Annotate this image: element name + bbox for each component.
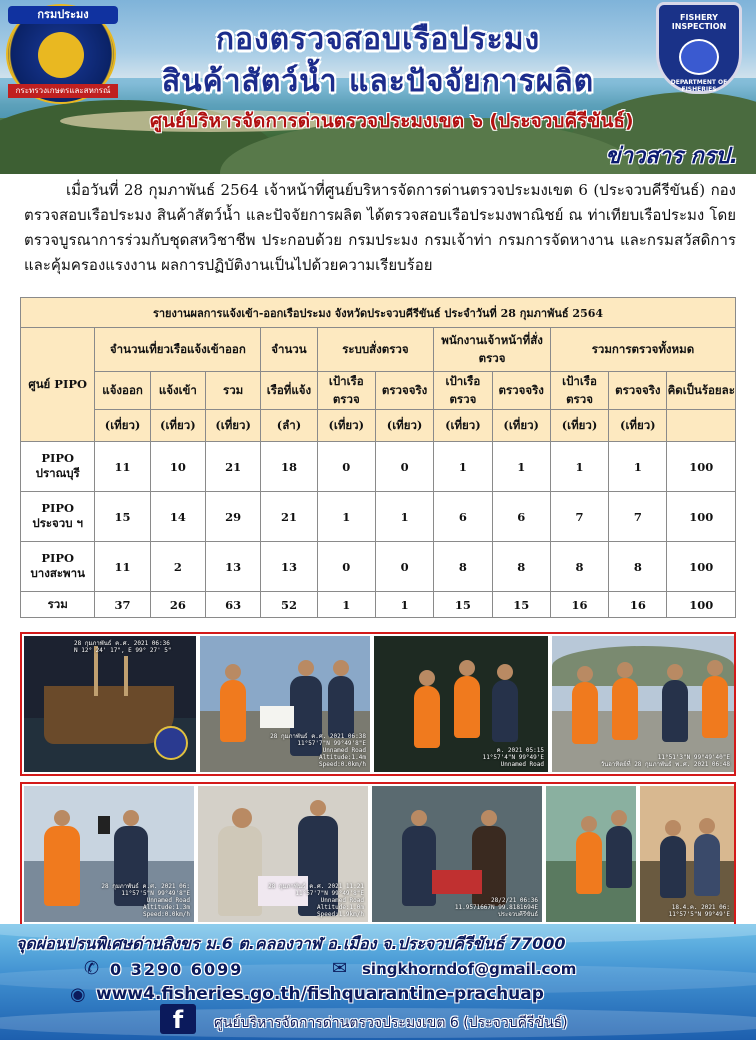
unit-trip: (เที่ยว) (95, 410, 150, 442)
photo-crew-check-1 (24, 786, 194, 922)
cell-sys-actual: 1 (375, 492, 433, 542)
banner-subtitle: ศูนย์บริหารจัดการด่านตรวจประมงเขต ๖ (ประจวบคีรีขันธ์) (150, 110, 634, 132)
photo-inspection-night (374, 636, 548, 772)
photo-inspection-dock (552, 636, 734, 772)
badge-bottom-text: DEPARTMENT OF FISHERIES (670, 79, 728, 93)
cell-percent: 100 (667, 442, 736, 492)
email-icon: ✉ (332, 958, 348, 979)
cell-staff-actual: 8 (492, 542, 550, 592)
photo-timestamp: 28 กุมภาพันธ์ ค.ศ. 2021 06:38 11°57'7"N 99°49'8"E Unnamed Road Altitude:1.4m Speed:0.0km/h (270, 733, 366, 768)
header-trips-group: จำนวนเที่ยวเรือแจ้งเข้าออก (95, 328, 261, 372)
banner-title-line2: สินค้าสัตว์น้ำ และปัจจัยการผลิต (161, 64, 595, 99)
unit-boat: (ลำ) (261, 410, 317, 442)
header-tot-target: เป้าเรือตรวจ (550, 372, 608, 410)
cell-percent: 100 (667, 542, 736, 592)
cell-staff-actual: 6 (492, 492, 550, 542)
header-total-group: รวมการตรวจทั้งหมด (550, 328, 735, 372)
footer-facebook-page[interactable]: ศูนย์บริหารจัดการด่านตรวจประมงเขต 6 (ประจวบคีรีขันธ์) (214, 1015, 568, 1031)
total-boats: 52 (261, 592, 317, 618)
photo-timestamp: ค. 2021 05:15 11°57'4"N 99°49'E Unnamed Road (482, 747, 544, 768)
footer-phone: 0 3290 6099 (110, 960, 244, 979)
header-boats: เรือที่แจ้ง (261, 372, 317, 410)
center-name1: PIPO (41, 500, 75, 515)
photo-boat-night (24, 636, 196, 772)
total-label: รวม (21, 592, 95, 618)
cell-tot-actual: 1 (609, 442, 667, 492)
footer-website[interactable]: www4.fisheries.go.th/fishquarantine-prachuap (96, 984, 544, 1004)
cell-tot-actual: 8 (609, 542, 667, 592)
unit-trip: (เที่ยว) (150, 410, 205, 442)
photo-timestamp: 28/2/21 06:36 11.9571667N 99.8181694E ประจวบคีรีขันธ์ (454, 897, 538, 918)
unit-trip: (เที่ยว) (317, 410, 375, 442)
center-name-cell (21, 442, 95, 492)
cell-tot-target: 8 (550, 542, 608, 592)
cell-out: 15 (95, 492, 150, 542)
photo-crew-check-4 (546, 786, 636, 922)
table-unit-row (21, 410, 736, 442)
table-total-row (21, 592, 736, 618)
unit-blank (667, 410, 736, 442)
total-staff-target: 15 (434, 592, 492, 618)
unit-trip: (เที่ยว) (434, 410, 492, 442)
center-name-cell (21, 542, 95, 592)
photo-strip-top (20, 632, 736, 776)
cell-out: 11 (95, 542, 150, 592)
facebook-icon: f (160, 1004, 196, 1034)
header-in: แจ้งเข้า (150, 372, 205, 410)
cell-sys-actual: 0 (375, 542, 433, 592)
total-tot-actual: 16 (609, 592, 667, 618)
total-sys-target: 1 (317, 592, 375, 618)
header-staff-actual: ตรวจจริง (492, 372, 550, 410)
photo-timestamp: 18.4.ค. 2021 06: 11°57'5"N 99°49'E (668, 904, 730, 918)
cell-sys-target: 0 (317, 542, 375, 592)
cell-sys-target: 1 (317, 492, 375, 542)
total-staff-actual: 15 (492, 592, 550, 618)
total-tot-target: 16 (550, 592, 608, 618)
photo-timestamp: 28 กุมภาพันธ์ ค.ศ. 2021 06: 11°57'5"N 99°49'8"E Unnamed Road Altitude:1.3m Speed:0.0km/h (101, 883, 190, 918)
photo-timestamp: 28 กุมภาพันธ์ ค.ศ. 2021 06:36 N 12° 24' 17", E 99° 27' 5" (74, 640, 172, 654)
table-caption-row (21, 298, 736, 328)
cell-boats: 21 (261, 492, 317, 542)
center-name2: ปราณบุรี (35, 465, 80, 480)
header-staff-group: พนักงานเจ้าหน้าที่สั่งตรวจ (434, 328, 551, 372)
cell-in: 2 (150, 542, 205, 592)
photo-timestamp: 11°51'3"N 99°49'40"E วันอาทิตย์ที่ 28 กุมภาพันธ์ พ.ศ. 2021 06:48 (600, 754, 730, 768)
unit-trip: (เที่ยว) (492, 410, 550, 442)
phone-icon: ✆ (84, 958, 100, 979)
cell-boats: 18 (261, 442, 317, 492)
total-sum: 63 (206, 592, 261, 618)
photo-timestamp: 28 กุมภาพันธ์ ค.ศ. 2021 11:21 11°57'7"N 99°49'8"E Unnamed Road Altitude:1.0m Speed:1.9km/h (268, 883, 364, 918)
table-row (21, 442, 736, 492)
center-name-cell (21, 492, 95, 542)
header-center: ศูนย์ PIPO (21, 328, 95, 442)
logo-left-bottom-text: กระทรวงเกษตรและสหกรณ์ (8, 84, 118, 98)
cell-sum: 21 (206, 442, 261, 492)
badge-top-text: FISHERY INSPECTION (671, 13, 727, 31)
cell-sys-actual: 0 (375, 442, 433, 492)
total-in: 26 (150, 592, 205, 618)
table-row (21, 542, 736, 592)
cell-in: 10 (150, 442, 205, 492)
photo-strip-bottom (20, 782, 736, 926)
table-caption: รายงานผลการแจ้งเข้า-ออกเรือประมง จังหวัดประจวบคีรีขันธ์ ประจำวันที่ 28 กุมภาพันธ์ 2564 (21, 298, 736, 328)
header-tot-actual: ตรวจจริง (609, 372, 667, 410)
globe-icon: ◉ (70, 984, 86, 1005)
cell-sum: 13 (206, 542, 261, 592)
photo-crew-check-5 (640, 786, 734, 922)
header-sum: รวม (206, 372, 261, 410)
cell-staff-target: 8 (434, 542, 492, 592)
cell-sum: 29 (206, 492, 261, 542)
logo-left-top-text: กรมประมง (8, 6, 118, 24)
report-table (20, 297, 736, 618)
watermark-logo-icon (154, 726, 188, 760)
header-percent: คิดเป็นร้อยละ (667, 372, 736, 410)
cell-sys-target: 0 (317, 442, 375, 492)
table-row (21, 492, 736, 542)
footer-email[interactable]: singkhorndof@gmail.com (362, 960, 577, 978)
cell-staff-target: 1 (434, 442, 492, 492)
center-name2: ประจวบ ฯ (32, 515, 84, 530)
center-name2: บางสะพาน (30, 565, 85, 580)
table-subheader-row (21, 372, 736, 410)
header-sys-actual: ตรวจจริง (375, 372, 433, 410)
header-out: แจ้งออก (95, 372, 150, 410)
cell-boats: 13 (261, 542, 317, 592)
header-banner (0, 0, 756, 174)
total-percent: 100 (667, 592, 736, 618)
cell-tot-target: 1 (550, 442, 608, 492)
cell-tot-target: 7 (550, 492, 608, 542)
unit-trip: (เที่ยว) (206, 410, 261, 442)
banner-title-line1: กองตรวจสอบเรือประมง (215, 22, 541, 57)
cell-out: 11 (95, 442, 150, 492)
total-out: 37 (95, 592, 150, 618)
header-count-group: จำนวน (261, 328, 317, 372)
center-name1: PIPO (41, 550, 75, 565)
photo-inspection-1 (200, 636, 370, 772)
photo-crew-check-3 (372, 786, 542, 922)
photo-crew-check-2 (198, 786, 368, 922)
total-sys-actual: 1 (375, 592, 433, 618)
unit-trip: (เที่ยว) (550, 410, 608, 442)
center-name1: PIPO (41, 450, 75, 465)
cell-in: 14 (150, 492, 205, 542)
cell-staff-target: 6 (434, 492, 492, 542)
unit-trip: (เที่ยว) (375, 410, 433, 442)
table-header-row (21, 328, 736, 372)
cell-tot-actual: 7 (609, 492, 667, 542)
header-sys-target: เป้าเรือตรวจ (317, 372, 375, 410)
footer-address: จุดผ่อนปรนพิเศษด่านสิงขร ม.6 ต.คลองวาฬ อ.เมือง จ.ประจวบคีรีขันธ์ 77000 (16, 934, 566, 953)
news-label: ข่าวสาร กรป. (605, 144, 738, 169)
header-system-group: ระบบสั่งตรวจ (317, 328, 434, 372)
header-staff-target: เป้าเรือตรวจ (434, 372, 492, 410)
cell-percent: 100 (667, 492, 736, 542)
cell-staff-actual: 1 (492, 442, 550, 492)
news-paragraph: เมื่อวันที่ 28 กุมภาพันธ์ 2564 เจ้าหน้าที่ศูนย์บริหารจัดการด่านตรวจประมงเขต 6 (ประจวบคีรีขันธ์) กองตรวจสอบเรือประมง สินค้าสัตว์น้ำ และปัจจัยการผลิต ได้ตรวจสอบเรือประมงพาณิชย์ ณ ท่าเทียบเรือประมง โดยตรวจบูรณาการร่วมกับชุดสหวิชาชีพ ประกอบด้วย กรมประมง กรมเจ้าท่า กรมการจัดหางาน และกรมสวัสดิการและคุ้มครองแรงงาน ผลการปฏิบัติงานเป็นไปด้วยความเรียบร้อย (24, 181, 736, 274)
unit-trip: (เที่ยว) (609, 410, 667, 442)
